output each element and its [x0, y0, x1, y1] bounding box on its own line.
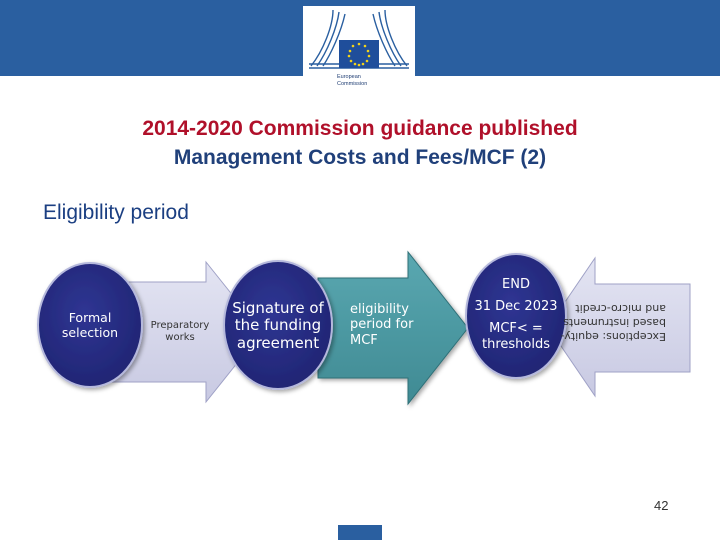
end-date: 31 Dec 2023 [474, 299, 558, 314]
footer-bar [338, 525, 382, 540]
preparatory-works-label: Preparatory works [150, 319, 210, 343]
slide-title-line1: 2014-2020 Commission guidance published [142, 117, 578, 140]
logo-line-commission: Commission [337, 81, 368, 87]
logo-line-european: European [337, 74, 361, 80]
slide-title-line2: Management Costs and Fees/MCF (2) [173, 146, 547, 169]
formal-selection-label: Formal selection [61, 310, 119, 340]
page-number: 42 [654, 498, 669, 513]
exceptions-label: Exceptions: equity-based instruments and micro-credit [560, 302, 666, 343]
signature-label: Signature of the funding agreement [232, 298, 324, 352]
end-label: END [502, 277, 530, 292]
section-heading: Eligibility period [43, 201, 189, 224]
end-condition: MCF< = thresholds [482, 321, 550, 352]
end-node-text [470, 264, 562, 366]
eligibility-period-label: eligibility period for MCF [350, 301, 414, 348]
